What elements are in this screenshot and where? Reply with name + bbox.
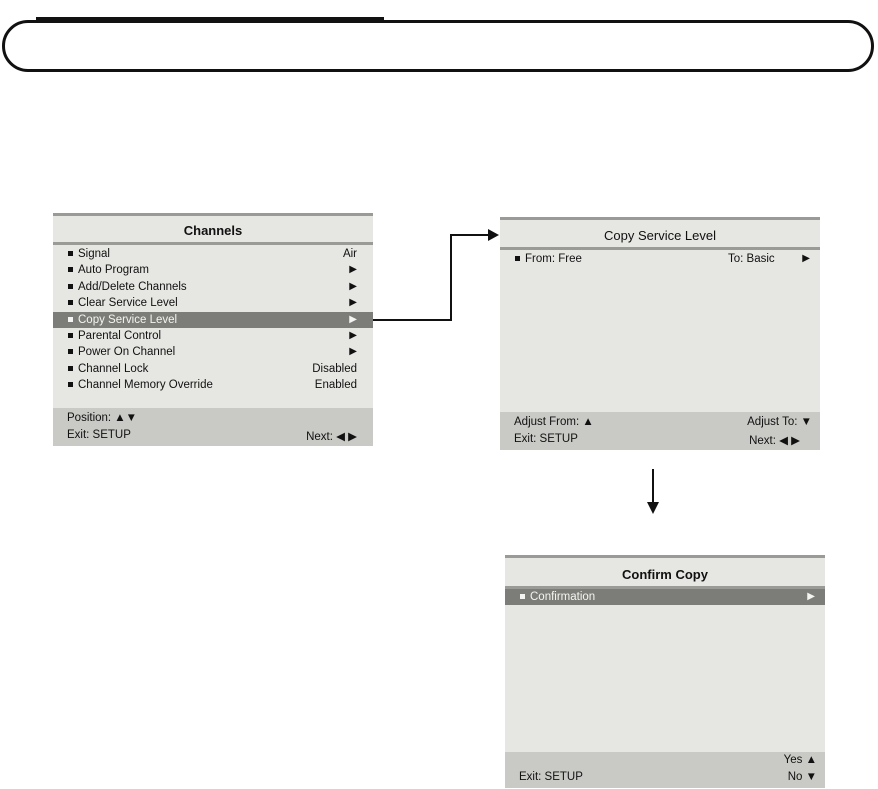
confirm-title: Confirm Copy: [622, 567, 708, 582]
panel-top-rule: [53, 213, 373, 216]
right-arrow-icon: ▶: [802, 253, 810, 264]
channels-item-label: Channel Memory Override: [78, 379, 213, 392]
channels-list-item[interactable]: [53, 295, 373, 311]
channels-item-value: Disabled: [312, 362, 357, 375]
confirmation-label: Confirmation: [530, 591, 596, 603]
panel-title-rule: [53, 242, 373, 245]
channels-item-label: Power On Channel: [78, 346, 176, 359]
right-arrow-icon: ▶: [349, 313, 357, 325]
confirm-footer: [505, 752, 825, 788]
bullet-icon: [68, 366, 73, 371]
yes-hint: Yes ▲: [783, 754, 817, 766]
bullet-icon: [68, 349, 73, 354]
panel-top-rule: [505, 555, 825, 558]
channels-list-item[interactable]: [53, 361, 373, 377]
next-hint: Next: ◀ ▶: [306, 431, 357, 443]
exit-hint: Exit: SETUP: [67, 429, 131, 441]
copy-footer: [500, 412, 820, 450]
exit-hint: Exit: SETUP: [514, 433, 578, 445]
right-arrow-icon: ▶: [807, 591, 815, 602]
connector-arrow-v: [450, 234, 452, 321]
channels-item-value: Enabled: [314, 379, 357, 392]
bullet-icon: [515, 256, 520, 261]
right-arrow-icon: ▶: [349, 280, 357, 292]
channels-list-item[interactable]: [53, 328, 373, 344]
connector-arrowhead: [488, 229, 499, 241]
right-arrow-icon: ▶: [349, 297, 357, 309]
no-hint: No ▼: [787, 771, 817, 783]
channels-list-item[interactable]: [53, 262, 373, 278]
channels-menu: [53, 213, 373, 446]
panel-title-rule: [500, 247, 820, 250]
channels-item-value: Air: [342, 248, 357, 260]
connector-arrow-h1: [373, 319, 452, 321]
channels-item-label: Clear Service Level: [78, 297, 178, 310]
connector-arrow-h2: [450, 234, 490, 236]
to-label: To: Basic: [728, 253, 775, 265]
channels-list-item[interactable]: [53, 246, 373, 262]
adjust-from-hint: Adjust From: ▲: [514, 416, 594, 428]
bullet-icon: [68, 300, 73, 305]
channels-item-label: Channel Lock: [78, 362, 149, 375]
down-arrow-line: [652, 469, 654, 503]
from-label: From: Free: [525, 253, 582, 265]
bullet-icon: [68, 382, 73, 387]
panel-top-rule: [500, 217, 820, 220]
channels-item-label: Add/Delete Channels: [78, 280, 187, 293]
channels-item-label: Copy Service Level: [78, 313, 178, 326]
exit-hint: Exit: SETUP: [519, 771, 583, 783]
channels-list-item[interactable]: [53, 279, 373, 295]
bullet-icon: [520, 594, 525, 599]
copy-service-level-menu: [500, 217, 820, 450]
bullet-icon: [68, 284, 73, 289]
bullet-icon: [68, 251, 73, 256]
right-arrow-icon: ▶: [349, 330, 357, 341]
confirm-copy-menu: [505, 555, 825, 788]
channels-footer: [53, 408, 373, 446]
channels-item-label: Parental Control: [78, 330, 162, 342]
channels-item-label: Auto Program: [78, 264, 149, 277]
right-arrow-icon: ▶: [349, 346, 357, 358]
copy-title: Copy Service Level: [604, 228, 716, 243]
confirmation-item[interactable]: [505, 589, 825, 605]
channels-title: Channels: [183, 223, 243, 238]
adjust-to-hint: Adjust To: ▼: [747, 416, 812, 428]
channels-item-label: Signal: [78, 248, 110, 260]
bullet-icon: [68, 317, 73, 322]
from-to-row[interactable]: [500, 251, 820, 267]
header-banner: [2, 20, 874, 72]
channels-list-item[interactable]: [53, 312, 373, 328]
channels-list-item[interactable]: [53, 377, 373, 393]
bullet-icon: [68, 333, 73, 338]
bullet-icon: [68, 267, 73, 272]
down-arrowhead: [647, 502, 659, 514]
channels-list-item[interactable]: [53, 344, 373, 360]
right-arrow-icon: ▶: [349, 264, 357, 276]
position-hint: Position: ▲▼: [67, 412, 138, 424]
next-hint: Next: ◀ ▶: [749, 435, 800, 447]
